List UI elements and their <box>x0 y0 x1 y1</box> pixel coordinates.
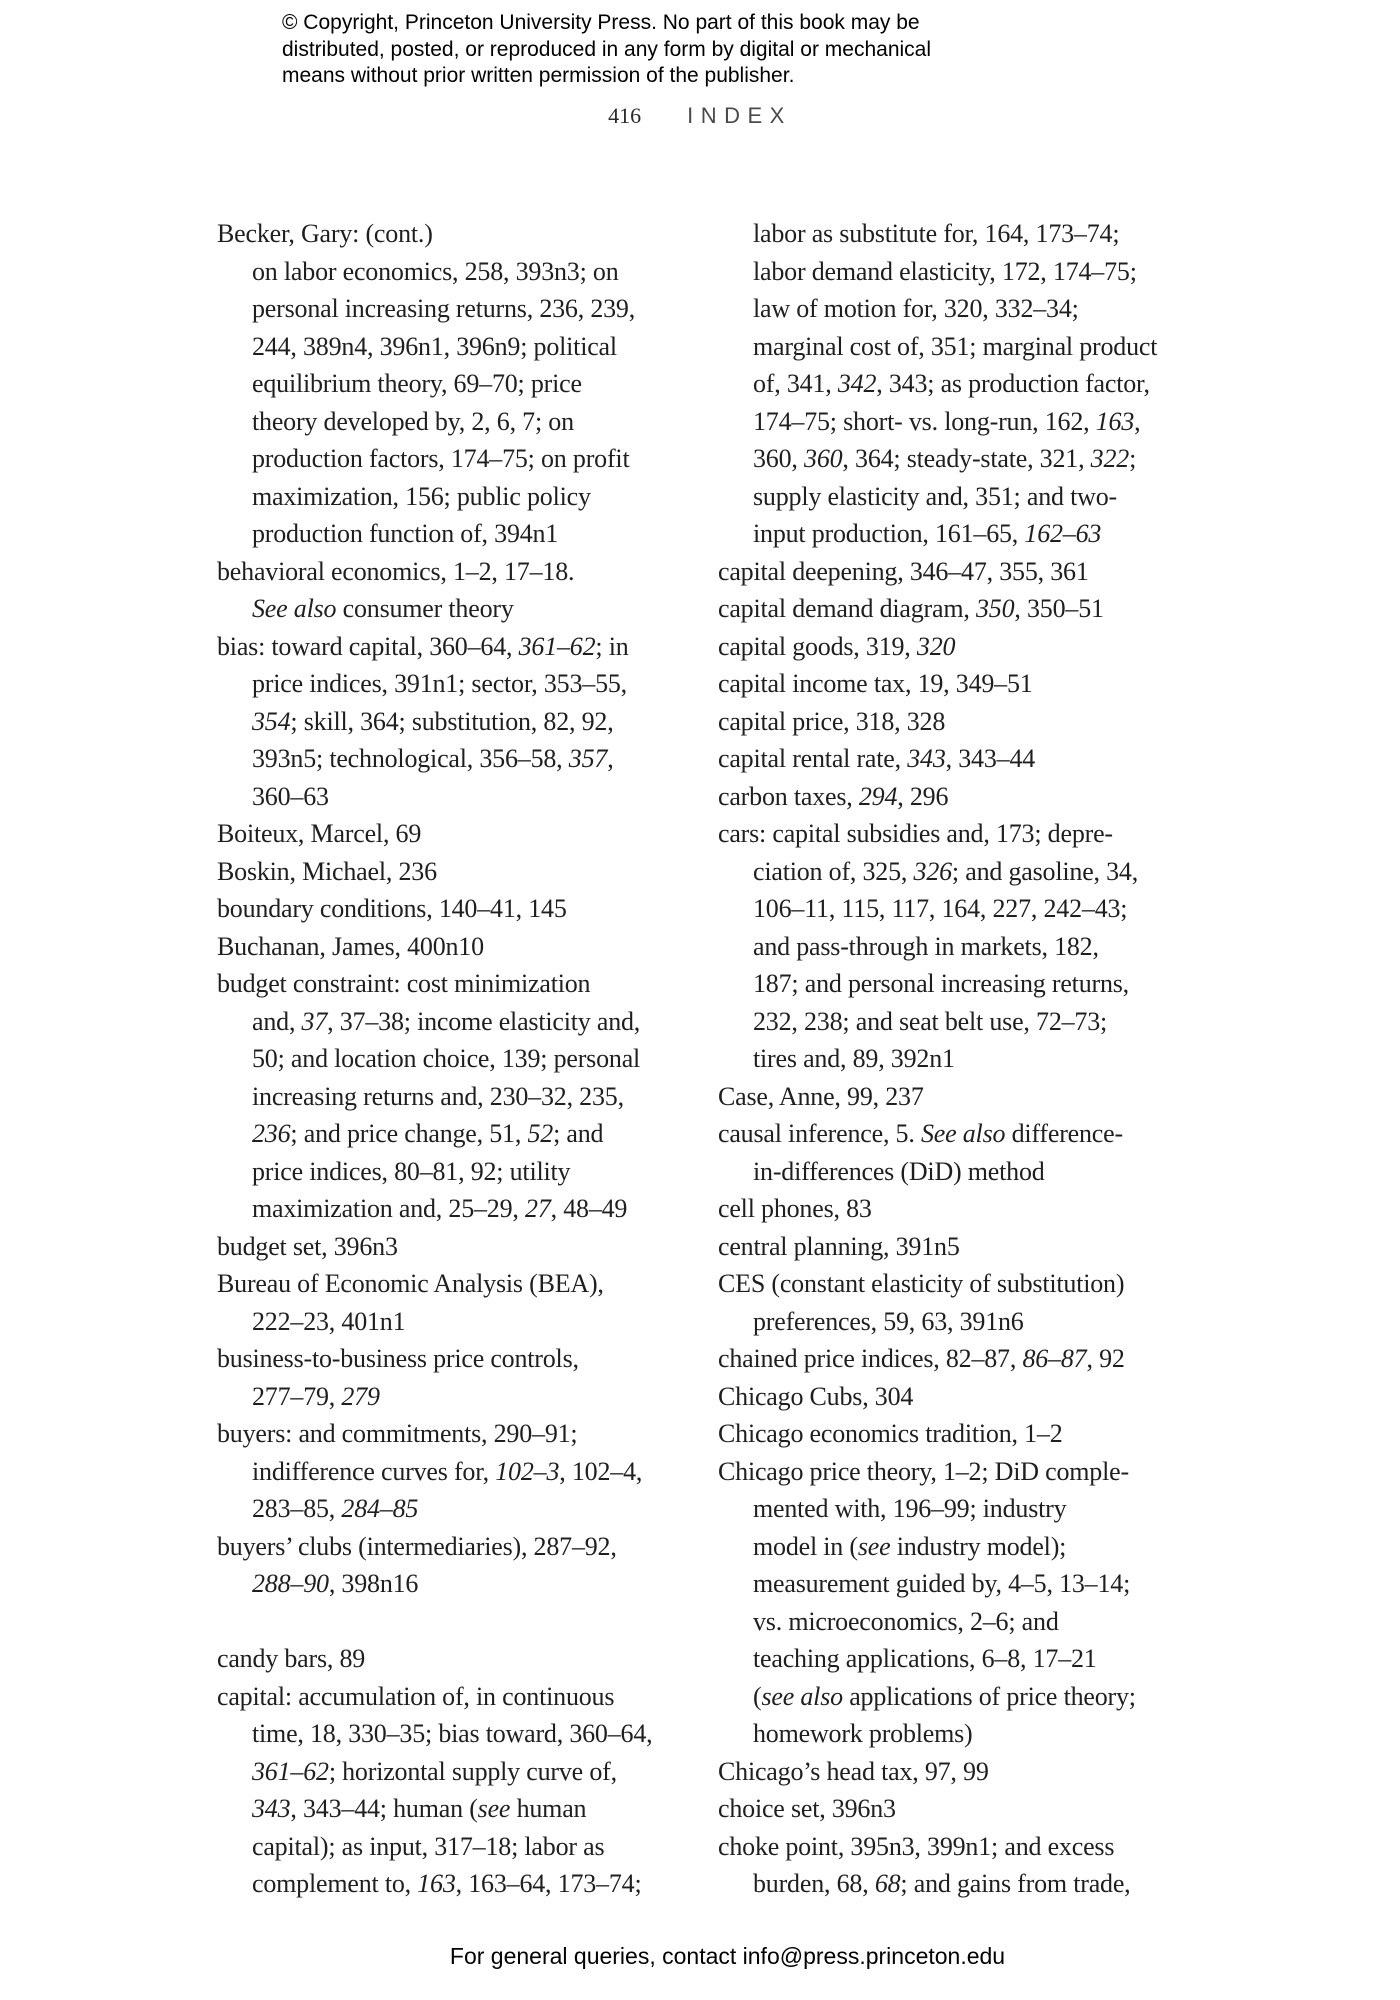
index-entry-line: of, 341, 342, 343; as production factor, <box>753 369 1150 398</box>
index-entry-line: on labor economics, 258, 393n3; on <box>252 256 619 286</box>
index-entry-line: capital income tax, 19, 349–51 <box>718 669 1033 698</box>
index-entry-line: Chicago Cubs, 304 <box>718 1381 914 1411</box>
index-entry-line: Chicago’s head tax, 97, 99 <box>718 1756 989 1786</box>
index-entry-line: CES (constant elasticity of substitution) <box>718 1269 1125 1298</box>
index-entry-line: behavioral economics, 1–2, 17–18. <box>217 556 575 586</box>
index-entry-line: 174–75; short- vs. long-run, 162, 163, <box>753 406 1141 436</box>
index-entry-line: production factors, 174–75; on profit <box>252 444 630 473</box>
index-entry-line: marginal cost of, 351; marginal product <box>753 331 1158 361</box>
index-entry-line: cell phones, 83 <box>718 1194 872 1223</box>
index-entry-line: choke point, 395n3, 399n1; and excess <box>718 1831 1115 1861</box>
index-entry-line: teaching applications, 6–8, 17–21 <box>753 1644 1097 1673</box>
index-entry-line: labor demand elasticity, 172, 174–75; <box>753 256 1137 286</box>
index-entry-line: 232, 238; and seat belt use, 72–73; <box>753 1006 1108 1036</box>
index-entry-line: vs. microeconomics, 2–6; and <box>753 1606 1059 1636</box>
index-entry-line: and, 37, 37–38; income elasticity and, <box>252 1006 641 1036</box>
index-entry-line: law of motion for, 320, 332–34; <box>753 294 1079 323</box>
index-entry-line: capital); as input, 317–18; labor as <box>252 1831 605 1861</box>
index-entry-line: 277–79, 279 <box>252 1381 380 1411</box>
index-entry-line: business-to-business price controls, <box>217 1344 579 1373</box>
index-entry-line: bias: toward capital, 360–64, 361–62; in <box>217 631 629 661</box>
index-entry-line: 393n5; technological, 356–58, 357, <box>252 744 614 773</box>
index-entry-line: choice set, 396n3 <box>718 1794 896 1823</box>
index-entry-line: Case, Anne, 99, 237 <box>718 1081 924 1111</box>
index-column-right <box>718 215 1204 1903</box>
index-entry-line: capital: accumulation of, in continuous <box>217 1681 615 1711</box>
index-entry-line: maximization, 156; public policy <box>252 481 591 511</box>
index-entry-line: causal inference, 5. See also difference- <box>718 1119 1123 1148</box>
index-entry-line: ciation of, 325, 326; and gasoline, 34, <box>753 856 1139 886</box>
copyright-line: distributed, posted, or reproduced in any form by digital or mechanical <box>282 37 932 61</box>
index-entry-line: candy bars, 89 <box>217 1644 366 1673</box>
index-entry-line: 354; skill, 364; substitution, 82, 92, <box>252 706 614 736</box>
index-entry-line: 244, 389n4, 396n1, 396n9; political <box>252 331 617 361</box>
index-entry-line: mented with, 196–99; industry <box>753 1494 1067 1523</box>
index-entry-line: price indices, 391n1; sector, 353–55, <box>252 669 627 698</box>
index-entry-line: supply elasticity and, 351; and two- <box>753 481 1117 511</box>
index-entry-line: equilibrium theory, 69–70; price <box>252 369 582 398</box>
copyright-line: © Copyright, Princeton University Press. No part of this book may be <box>282 11 920 34</box>
index-entry-line: and pass-through in markets, 182, <box>753 931 1099 961</box>
index-entry-line: price indices, 80–81, 92; utility <box>252 1156 571 1186</box>
index-entry-line: personal increasing returns, 236, 239, <box>252 294 636 323</box>
index-entry-line: Boiteux, Marcel, 69 <box>217 819 422 848</box>
index-entry-line: 222–23, 401n1 <box>252 1306 406 1336</box>
index-entry-line: cars: capital subsidies and, 173; depre- <box>718 819 1113 848</box>
index-entry-line: 50; and location choice, 139; personal <box>252 1044 641 1073</box>
index-entry-line: theory developed by, 2, 6, 7; on <box>252 406 574 436</box>
index-entry-line: 283–85, 284–85 <box>252 1494 419 1523</box>
index-entry-line: capital rental rate, 343, 343–44 <box>718 744 1036 773</box>
index-entry-line: model in (see industry model); <box>753 1531 1067 1561</box>
index-entry-line: Buchanan, James, 400n10 <box>217 931 484 961</box>
index-entry-line: 343, 343–44; human (see human <box>252 1794 587 1823</box>
index-column-left <box>217 215 703 1903</box>
index-entry-line: labor as substitute for, 164, 173–74; <box>753 219 1120 248</box>
index-entry-line: central planning, 391n5 <box>718 1231 960 1261</box>
index-entry-line: Chicago price theory, 1–2; DiD comple- <box>718 1456 1129 1486</box>
index-entry-line: time, 18, 330–35; bias toward, 360–64, <box>252 1719 653 1748</box>
index-entry-line: carbon taxes, 294, 296 <box>718 781 949 811</box>
index-entry-line: 288–90, 398n16 <box>252 1569 419 1598</box>
index-entry-line: 361–62; horizontal supply curve of, <box>252 1756 617 1786</box>
index-entry-line: capital goods, 319, 320 <box>718 631 956 661</box>
index-entry-line: input production, 161–65, 162–63 <box>753 519 1102 548</box>
index-entry-line: (see also applications of price theory; <box>753 1681 1136 1711</box>
index-entry-line: production function of, 394n1 <box>252 519 559 548</box>
index-entry-line: Chicago economics tradition, 1–2 <box>718 1419 1063 1448</box>
index-entry-line: burden, 68, 68; and gains from trade, <box>753 1869 1131 1898</box>
index-entry-line: in-differences (DiD) method <box>753 1156 1045 1186</box>
index-entry-line: increasing returns and, 230–32, 235, <box>252 1081 624 1111</box>
footer-contact: For general queries, contact info@press.princeton.edu <box>449 1943 1006 1969</box>
index-entry-line: tires and, 89, 392n1 <box>753 1044 955 1073</box>
page-header <box>0 103 1400 129</box>
index-entry-line: See also consumer theory <box>252 594 514 623</box>
index-entry-line: boundary conditions, 140–41, 145 <box>217 894 567 923</box>
index-entry-line: measurement guided by, 4–5, 13–14; <box>753 1569 1131 1598</box>
index-entry-line: buyers: and commitments, 290–91; <box>217 1419 578 1448</box>
index-entry-line: capital deepening, 346–47, 355, 361 <box>718 556 1089 586</box>
index-entry-line: 187; and personal increasing returns, <box>753 969 1129 998</box>
index-entry-line: homework problems) <box>753 1719 973 1748</box>
index-entry-line: indifference curves for, 102–3, 102–4, <box>252 1456 643 1486</box>
index-entry-line: Bureau of Economic Analysis (BEA), <box>217 1269 604 1298</box>
copyright-notice <box>282 10 931 90</box>
index-entry-line: buyers’ clubs (intermediaries), 287–92, <box>217 1531 617 1561</box>
index-entry-line: chained price indices, 82–87, 86–87, 92 <box>718 1344 1125 1373</box>
copyright-line: means without prior written permission of the publisher. <box>282 64 795 87</box>
index-entry-line: budget set, 396n3 <box>217 1231 398 1261</box>
index-entry-line: Boskin, Michael, 236 <box>217 856 437 886</box>
index-entry-line: 360, 360, 364; steady-state, 321, 322; <box>753 444 1137 473</box>
index-entry-line: capital price, 318, 328 <box>718 706 946 736</box>
page-number: 416 <box>608 103 642 128</box>
index-entry-line: complement to, 163, 163–64, 173–74; <box>252 1869 642 1898</box>
index-entry-line: preferences, 59, 63, 391n6 <box>753 1306 1024 1336</box>
page-title: INDEX <box>687 103 792 128</box>
index-entry-line: maximization and, 25–29, 27, 48–49 <box>252 1194 628 1223</box>
index-entry-line: Becker, Gary: (cont.) <box>217 219 433 248</box>
index-entry-line: 236; and price change, 51, 52; and <box>252 1119 604 1148</box>
index-entry-line: 106–11, 115, 117, 164, 227, 242–43; <box>753 894 1128 923</box>
index-entry-line: capital demand diagram, 350, 350–51 <box>718 594 1104 623</box>
index-entry-line: budget constraint: cost minimization <box>217 969 591 998</box>
index-entry-line: 360–63 <box>252 781 329 811</box>
